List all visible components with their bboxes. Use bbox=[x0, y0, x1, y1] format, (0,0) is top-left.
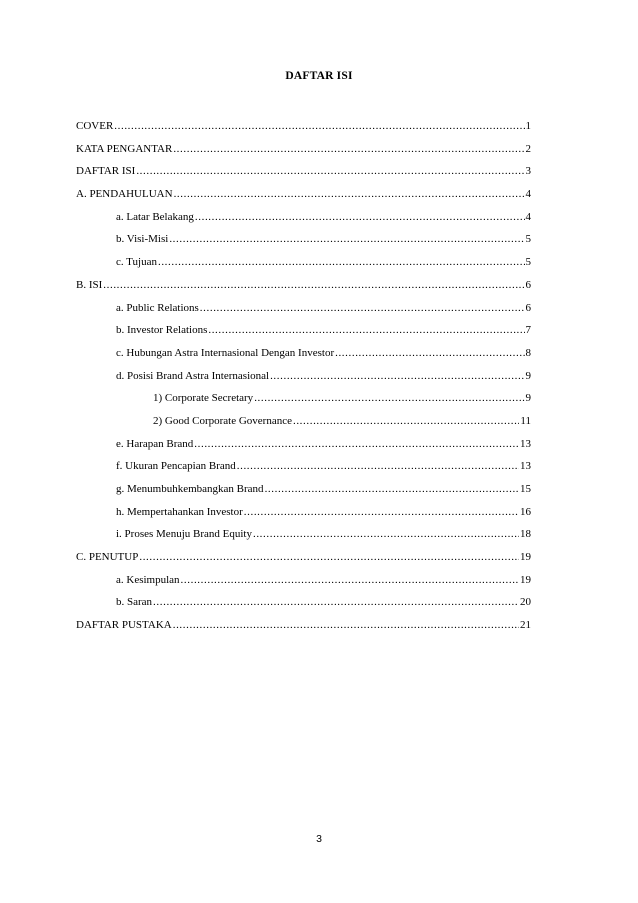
toc-entry-label: a. Latar Belakang bbox=[116, 210, 194, 223]
toc-dot-leader bbox=[173, 619, 519, 631]
toc-dot-leader bbox=[208, 324, 524, 336]
toc-entry-page: 5 bbox=[525, 233, 531, 246]
toc-entry-label: b. Visi-Misi bbox=[116, 233, 169, 246]
toc-entry bbox=[76, 233, 531, 256]
toc-dot-leader bbox=[158, 256, 525, 268]
toc-dot-leader bbox=[270, 370, 524, 382]
toc-entry bbox=[76, 279, 531, 302]
toc-entry bbox=[76, 256, 531, 279]
toc-entry-page: 3 bbox=[525, 165, 531, 178]
toc-dot-leader bbox=[195, 211, 525, 223]
toc-entry bbox=[76, 324, 531, 347]
toc-entry-page: 4 bbox=[525, 210, 531, 223]
toc-entry bbox=[76, 506, 531, 529]
toc-entry-label: h. Mempertahankan Investor bbox=[116, 505, 243, 518]
toc-entry-label: DAFTAR ISI bbox=[76, 165, 136, 178]
toc-entry bbox=[76, 460, 531, 483]
toc-entry-label: B. ISI bbox=[76, 278, 103, 291]
toc-entry-page: 4 bbox=[525, 188, 531, 201]
toc-dot-leader bbox=[237, 460, 519, 472]
toc-entry-label: b. Saran bbox=[116, 596, 153, 609]
toc-dot-leader bbox=[244, 506, 519, 518]
toc-entry bbox=[76, 596, 531, 619]
toc-entry-label: g. Menumbuhkembangkan Brand bbox=[116, 483, 264, 495]
toc-entry bbox=[76, 370, 531, 393]
toc-entry bbox=[76, 619, 531, 642]
toc-entry-label: KATA PENGANTAR bbox=[76, 142, 173, 155]
toc-entry bbox=[76, 551, 531, 574]
toc-dot-leader bbox=[139, 551, 519, 563]
toc-dot-leader bbox=[136, 165, 524, 177]
toc-dot-leader bbox=[335, 347, 524, 359]
toc-dot-leader bbox=[254, 392, 524, 404]
toc-entry-page: 15 bbox=[520, 483, 531, 495]
toc-dot-leader bbox=[293, 415, 519, 427]
toc-entry-label: C. PENUTUP bbox=[76, 551, 139, 564]
toc-entry-page: 13 bbox=[520, 437, 531, 450]
toc-entry-label: a. Kesimpulan bbox=[116, 573, 180, 586]
toc-dot-leader bbox=[265, 483, 519, 495]
toc-entry-page: 13 bbox=[520, 460, 531, 473]
toc-entry bbox=[76, 302, 531, 325]
toc-dot-leader bbox=[174, 188, 525, 200]
toc-entry-page: 21 bbox=[520, 619, 531, 632]
toc-entry bbox=[76, 438, 531, 461]
toc-entry-label: i. Proses Menuju Brand Equity bbox=[116, 528, 252, 541]
toc-entry-label: 1) Corporate Secretary bbox=[153, 392, 254, 405]
toc-entry bbox=[76, 120, 531, 143]
toc-dot-leader bbox=[153, 596, 519, 608]
toc-dot-leader bbox=[253, 528, 519, 540]
toc-entry-label: e. Harapan Brand bbox=[116, 437, 194, 450]
toc-entry-page: 20 bbox=[520, 596, 531, 609]
toc-entry bbox=[76, 415, 531, 438]
page-title: DAFTAR ISI bbox=[285, 70, 353, 82]
toc-entry-label: A. PENDAHULUAN bbox=[76, 188, 173, 201]
toc-dot-leader bbox=[194, 438, 519, 450]
toc-entry-page: 9 bbox=[525, 369, 531, 382]
toc-entry-label: a. Public Relations bbox=[116, 301, 199, 314]
toc-entry-page: 19 bbox=[520, 551, 531, 564]
toc-entry bbox=[76, 188, 531, 211]
toc-entry-label: c. Tujuan bbox=[116, 256, 157, 269]
toc-entry bbox=[76, 347, 531, 370]
toc-entry-label: 2) Good Corporate Governance bbox=[153, 414, 292, 427]
toc-dot-leader bbox=[173, 143, 524, 155]
toc-entry-page: 1 bbox=[525, 120, 531, 132]
toc-entry-page: 2 bbox=[525, 142, 531, 155]
toc-entry bbox=[76, 143, 531, 166]
toc-entry-label: b. Investor Relations bbox=[116, 324, 208, 337]
toc-dot-leader bbox=[114, 120, 524, 132]
toc-dot-leader bbox=[200, 302, 525, 314]
toc-entry-label: f. Ukuran Pencapian Brand bbox=[116, 460, 236, 473]
toc-entry-page: 7 bbox=[525, 324, 531, 337]
toc-dot-leader bbox=[181, 574, 519, 586]
table-of-contents bbox=[76, 120, 531, 642]
toc-dot-leader bbox=[103, 279, 524, 291]
toc-dot-leader bbox=[169, 233, 524, 245]
toc-entry bbox=[76, 211, 531, 234]
toc-entry-page: 6 bbox=[525, 301, 531, 314]
toc-entry-page: 11 bbox=[520, 414, 531, 427]
toc-entry-page: 8 bbox=[525, 346, 531, 359]
toc-entry bbox=[76, 483, 531, 506]
toc-entry bbox=[76, 528, 531, 551]
toc-entry-page: 9 bbox=[525, 392, 531, 405]
toc-entry-page: 6 bbox=[525, 278, 531, 291]
toc-entry bbox=[76, 165, 531, 188]
toc-entry-label: DAFTAR PUSTAKA bbox=[76, 619, 172, 632]
toc-entry-label: c. Hubungan Astra Internasional Dengan Investor bbox=[116, 346, 335, 359]
toc-entry-page: 18 bbox=[520, 528, 531, 541]
toc-entry-label: d. Posisi Brand Astra Internasional bbox=[116, 369, 270, 382]
toc-entry-label: COVER bbox=[76, 120, 114, 132]
toc-entry bbox=[76, 392, 531, 415]
toc-entry-page: 5 bbox=[525, 256, 531, 269]
toc-entry-page: 16 bbox=[520, 505, 531, 518]
page-number: 3 bbox=[316, 833, 322, 845]
toc-entry-page: 19 bbox=[520, 573, 531, 586]
toc-entry bbox=[76, 574, 531, 597]
